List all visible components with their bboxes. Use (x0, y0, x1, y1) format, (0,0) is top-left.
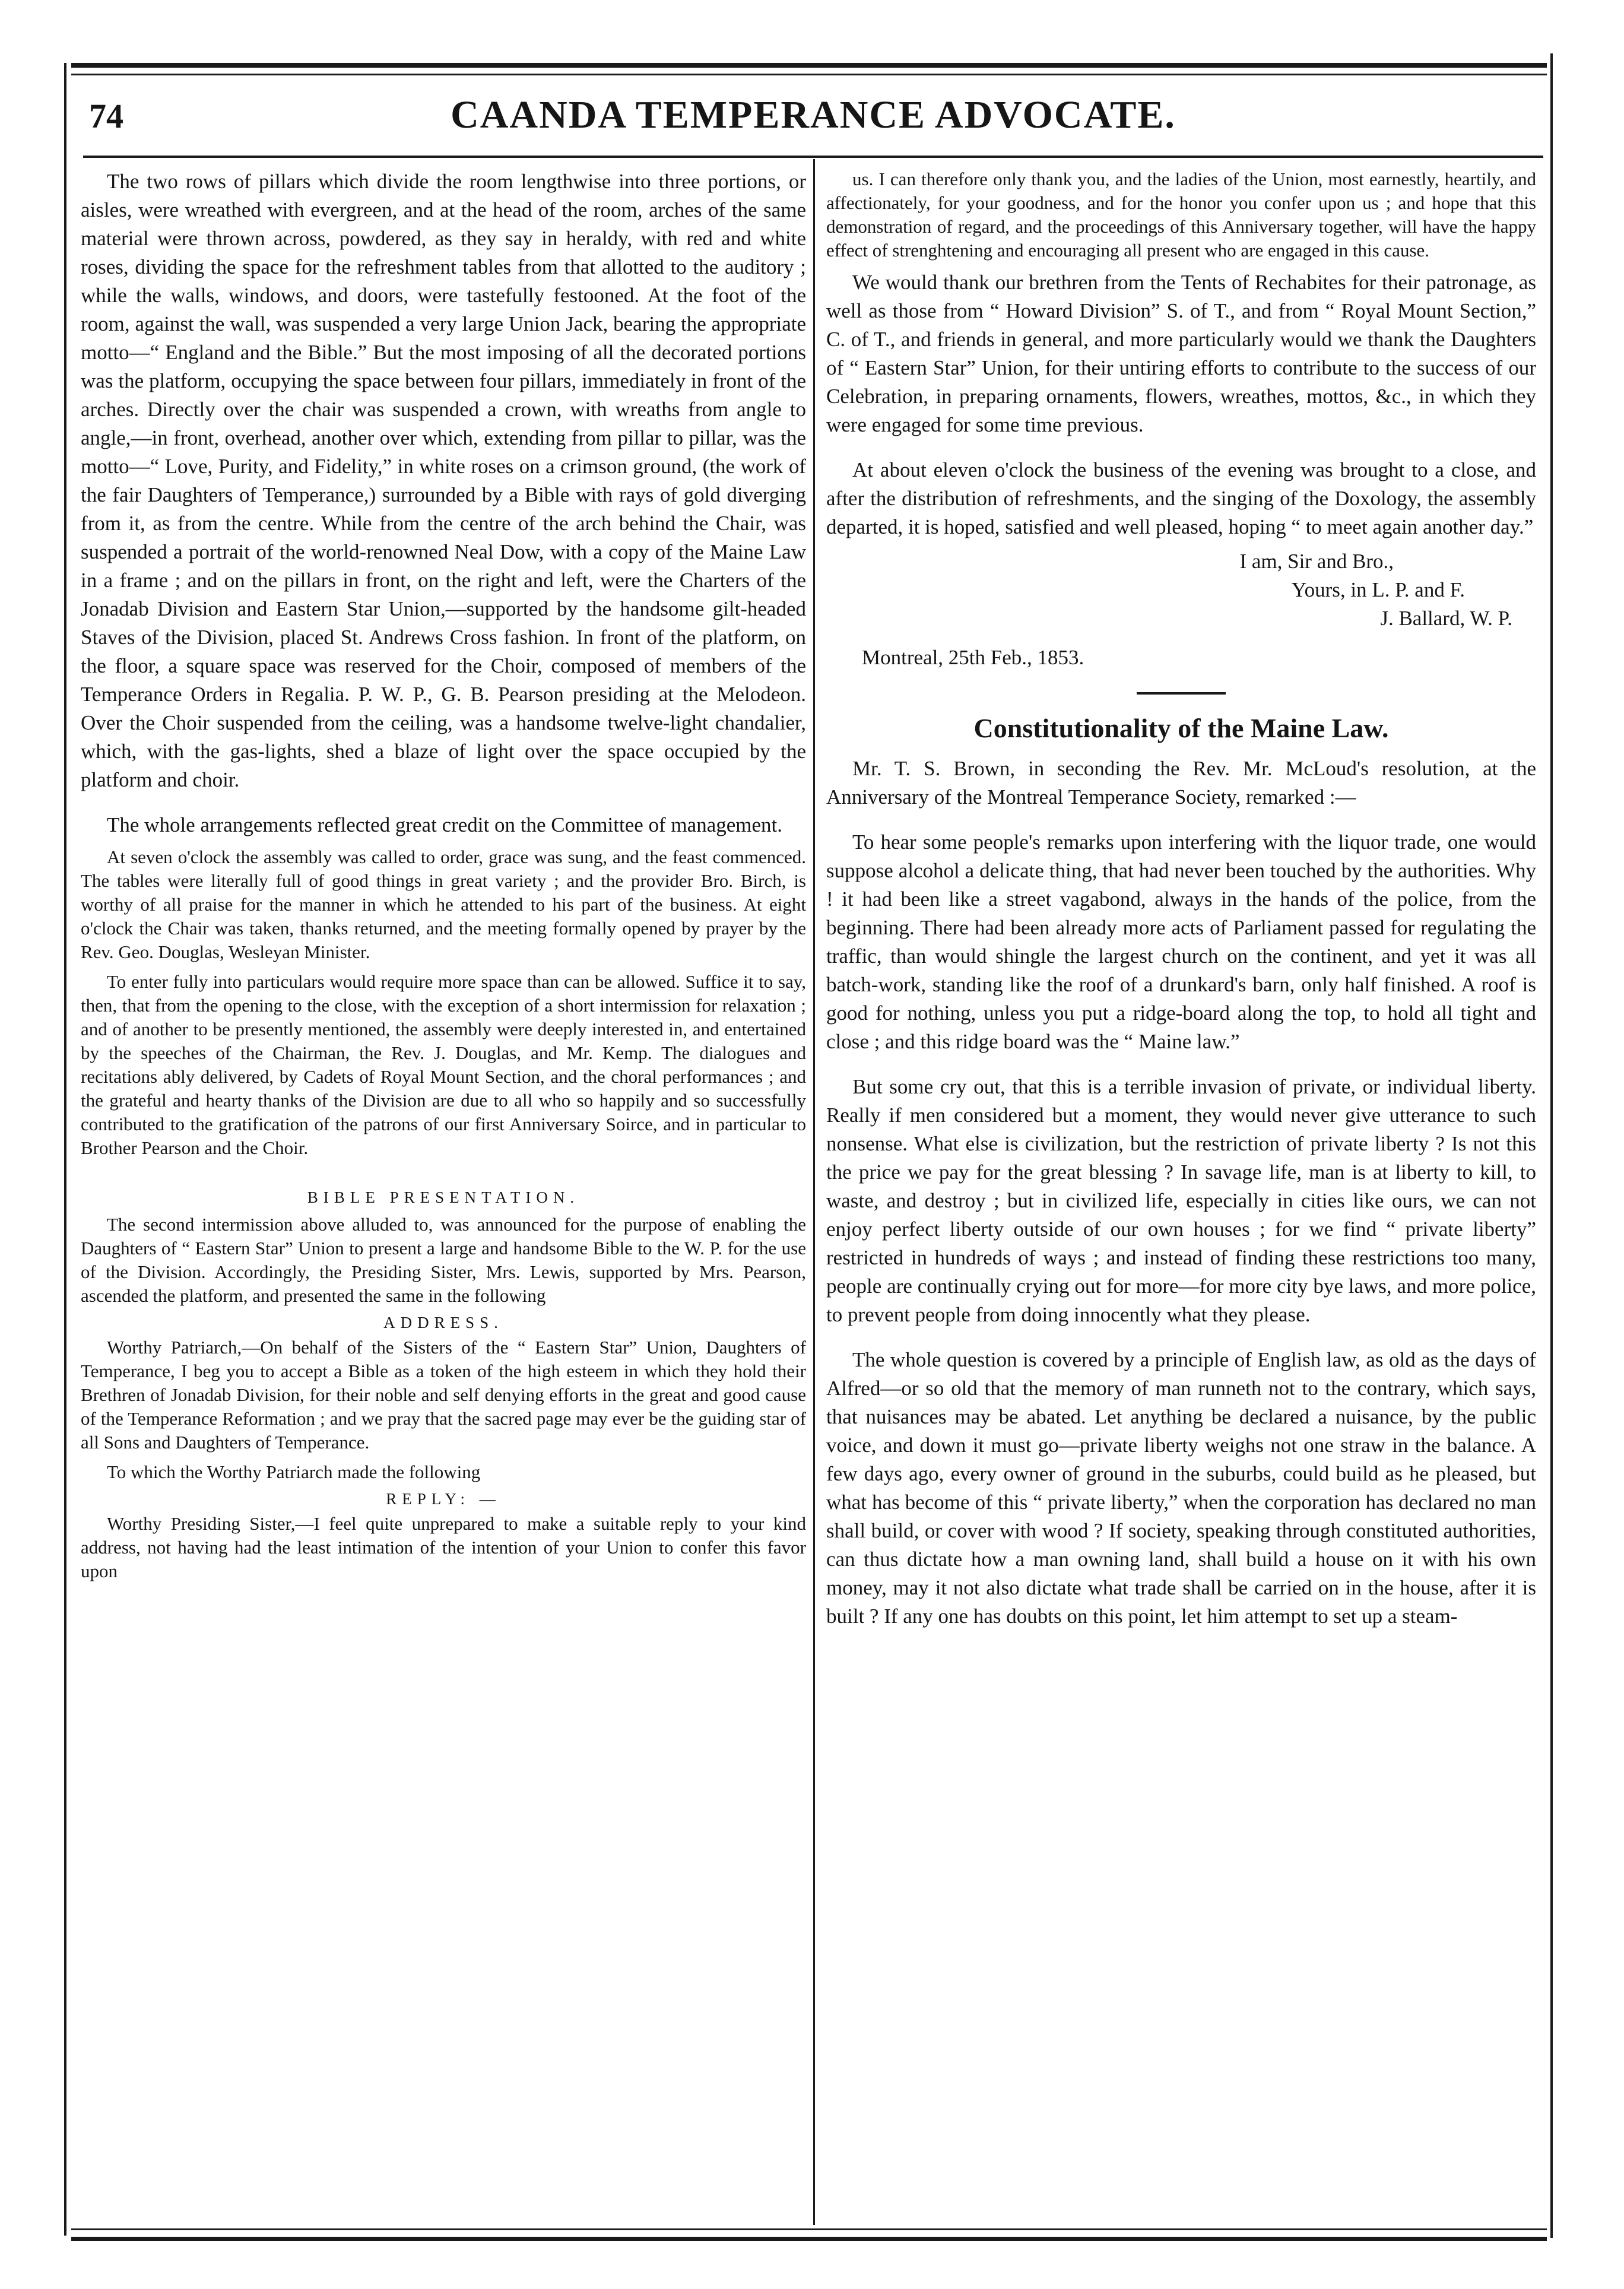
paragraph-close-of-evening: At about eleven o'clock the business of the evening was brought to a close, and after the distribution of refreshments, and the singing of the Doxology, the assembly departed, it is hoped, satisfied and well pleased, hoping “ to meet again another day.” (826, 458, 1536, 538)
page-header (83, 89, 1543, 154)
right-column (826, 167, 1536, 2221)
frame-bottom-rule (71, 2237, 1547, 2241)
heading-reply: REPLY: — (386, 1490, 501, 1508)
article-title: Constitutionality of the Maine Law. (973, 713, 1389, 743)
dateline: Montreal, 25th Feb., 1853. (862, 646, 1084, 669)
paragraph-reply-continued: us. I can therefore only thank you, and the ladies of the Union, most earnestly, heartily, and affectionately, for your goodness, and for the honor you confer upon us ; and hope that this demonstration of regard, and the proceedings of this Anniversary together, will have the happy effect of strenghtening and encouraging all present who are engaged in this cause. (826, 169, 1536, 261)
frame-top-rule-thin (71, 74, 1547, 75)
left-column (81, 167, 806, 2221)
paragraph-mr-brown: Mr. T. S. Brown, in seconding the Rev. Mr. McLoud's resolution, at the Anniversary of the Montreal Temperance Society, remarked :— (826, 757, 1536, 809)
frame-right-rule (1550, 53, 1553, 2238)
paragraph-second-intermission: The second intermission above alluded to, was announced for the purpose of enabling the Daughters of “ Eastern Star” Union to present a large and handsome Bible to the W. P. for the use of the Division. Accordingly, the Presiding Sister, Mrs. Lewis, supported by Mrs. Pearson, ascended the platform, and presented the same in the following (81, 1214, 806, 1306)
page-number: 74 (89, 97, 123, 135)
header-rule (83, 156, 1543, 158)
column-divider (813, 159, 815, 2225)
signoff-salutation: I am, Sir and Bro., (1239, 550, 1394, 573)
signoff-signature: J. Ballard, W. P. (1380, 607, 1512, 630)
paragraph-address: Worthy Patriarch,—On behalf of the Sisters of the “ Eastern Star” Union, Daughters of Temperance, I beg you to accept a Bible as a token of the high esteem in which they hold their Brethren of Jonadab Division, for their noble and self denying efforts in the great and good cause of the Temperance Reformation ; and we pray that the sacred page may ever be the guiding star of all Sons and Daughters of Temperance. (81, 1337, 806, 1453)
paragraph-private-liberty: But some cry out, that this is a terrible invasion of private, or individual liberty. Really if men considered but a moment, they would never give utterance to such nonsense. What else is civilization, but the restriction of private liberty ? Is not this the price we pay for the great blessing ? In savage life, man is at liberty to kill, to waste, and destroy ; but in civilized life, especially in cities like ours, we can not enjoy perfect liberty outside of our own houses ; for we find “ private liberty” restricted in hundreds of ways ; and instead of finding these restrictions too many, people are continually crying out for more—for more city bye laws, and more police, to prevent people from doing innocently what they please. (826, 1075, 1536, 1326)
signoff-yours: Yours, in L. P. and F. (1291, 578, 1465, 601)
frame-left-rule (64, 63, 66, 2236)
paragraph-arrangements: The whole arrangements reflected great credit on the Committee of management. (107, 813, 782, 836)
paragraph-particulars: To enter fully into particulars would require more space than can be allowed. Suffice it to say, then, that from the opening to the close, with the exception of a short intermission for relaxation ; and of another to be presently mentioned, the assembly were deeply interested in, and entertained by the speeches of the Chairman, the Rev. J. Douglas, and Mr. Kemp. The dialogues and recitations ably delivered, by Cadets of Royal Mount Section, and the choral performances ; and the grateful and hearty thanks of the Division are due to all who so happily and so successfully contributed to the gratification of the patrons of our first Anniversary Soirce, and in particular to Brother Pearson and the Choir. (81, 971, 806, 1158)
heading-bible-presentation: BIBLE PRESENTATION. (307, 1188, 580, 1206)
paragraph-seven-oclock: At seven o'clock the assembly was called to order, grace was sung, and the feast commenced. The tables were literally full of good things in great variety ; and the provider Bro. Birch, is worthy of all praise for the manner in which he attended to his part of the business. At eight o'clock the Chair was taken, thanks returned, and the meeting formally opened by prayer by the Rev. Geo. Douglas, Wesleyan Minister. (81, 847, 806, 962)
paragraph-liquor-trade: To hear some people's remarks upon interfering with the liquor trade, one would suppose alcohol a delicate thing, that had never been touched by the authorities. Why ! it had been like a street vagabond, always in the hands of the police, from the beginning. There had been already more acts of Parliament passed for regulating the traffic, than would shingle the largest church on the continent, and yet it was all batch-work, standing like the roof of a drunkard's barn, only half finished. A roof is good for nothing, unless you put a ridge-board along the top, to hold all tight and close ; and this ridge board was the “ Maine law.” (826, 830, 1536, 1053)
frame-bottom-rule-thin (71, 2228, 1547, 2230)
paragraph-worthy-patriarch: To which the Worthy Patriarch made the following (107, 1461, 481, 1482)
frame-top-rule (71, 63, 1547, 68)
paragraph-decorations: The two rows of pillars which divide the room lengthwise into three portions, or aisles, were wreathed with evergreen, and at the head of the room, arches of the same material were thrown across, powdered, as they say in heraldy, with red and white roses, dividing the space for the refreshment tables from that allotted to the auditory ; while the walls, windows, and doors, were tastefully festooned. At the foot of the room, against the wall, was suspended a very large Union Jack, bearing the appropriate motto—“ England and the Bible.” But the most imposing of all the decorated portions was the platform, occupying the space between four pillars, immediately in front of the arches. Directly over the chair was suspended a crown, with wreaths from angle to angle,—in front, overhead, another over which, extending from pillar to pillar, was the motto—“ Love, Purity, and Fidelity,” in white roses on a crimson ground, (the work of the fair Daughters of Temperance,) surrounded by a Bible with rays of gold diverging from it, as from the centre. While from the centre of the arch behind the Chair, was suspended a portrait of the world-renowned Neal Dow, with a copy of the Maine Law in a frame ; and on the pillars in front, on the right and left, were the Charters of the Jonadab Division and Eastern Star Union,—supported by the handsome gilt-headed Staves of the Division, placed St. Andrews Cross fashion. In front of the platform, on the floor, a square space was reserved for the Choir, composed of members of the Temperance Orders in Regalia. P. W. P., G. B. Pearson presiding at the Melodeon. Over the Choir suspended from the ceiling, was a handsome twelve-light chandalier, which, with the gas-lights, shed a blaze of light over the space occupied by the platform and choir. (81, 170, 806, 791)
running-title: CAANDA TEMPERANCE ADVOCATE. (451, 93, 1176, 137)
paragraph-thanks: We would thank our brethren from the Tents of Rechabites for their patronage, as well as those from “ Howard Division” S. of T., and from “ Royal Mount Section,” C. of T., and friends in general, and more particularly would we thank the Daughters of “ Eastern Star” Union, for their untiring efforts to contribute to the success of our Celebration, in preparing ornaments, flowers, wreathes, mottos, &c., in which they were engaged for some time previous. (826, 271, 1536, 436)
heading-address: ADDRESS. (383, 1314, 503, 1331)
paragraph-english-law: The whole question is covered by a principle of English law, as old as the days of Alfred—or so old that the memory of man runneth not to the contrary, which says, that nuisances may be abated. Let anything be declared a nuisance, by the public voice, and down it must go—private liberty weighs not one straw in the balance. A few days ago, every owner of ground in the suburbs, could build as he pleased, but what has become of this “ private liberty,” when the corporation has declared no man shall build, or cover with wood ? If society, speaking through constituted authorities, can thus dictate how a man owning land, shall build a house on it with his own money, may it not also dictate what trade shall be carried on in the house, after it is built ? If any one has doubts on this point, let him attempt to set up a steam- (826, 1348, 1536, 1628)
section-divider (1137, 692, 1226, 695)
paragraph-reply: Worthy Presiding Sister,—I feel quite unprepared to make a suitable reply to your kind address, not having had the least intimation of the intention of your Union to confer this favor upon (81, 1513, 806, 1581)
